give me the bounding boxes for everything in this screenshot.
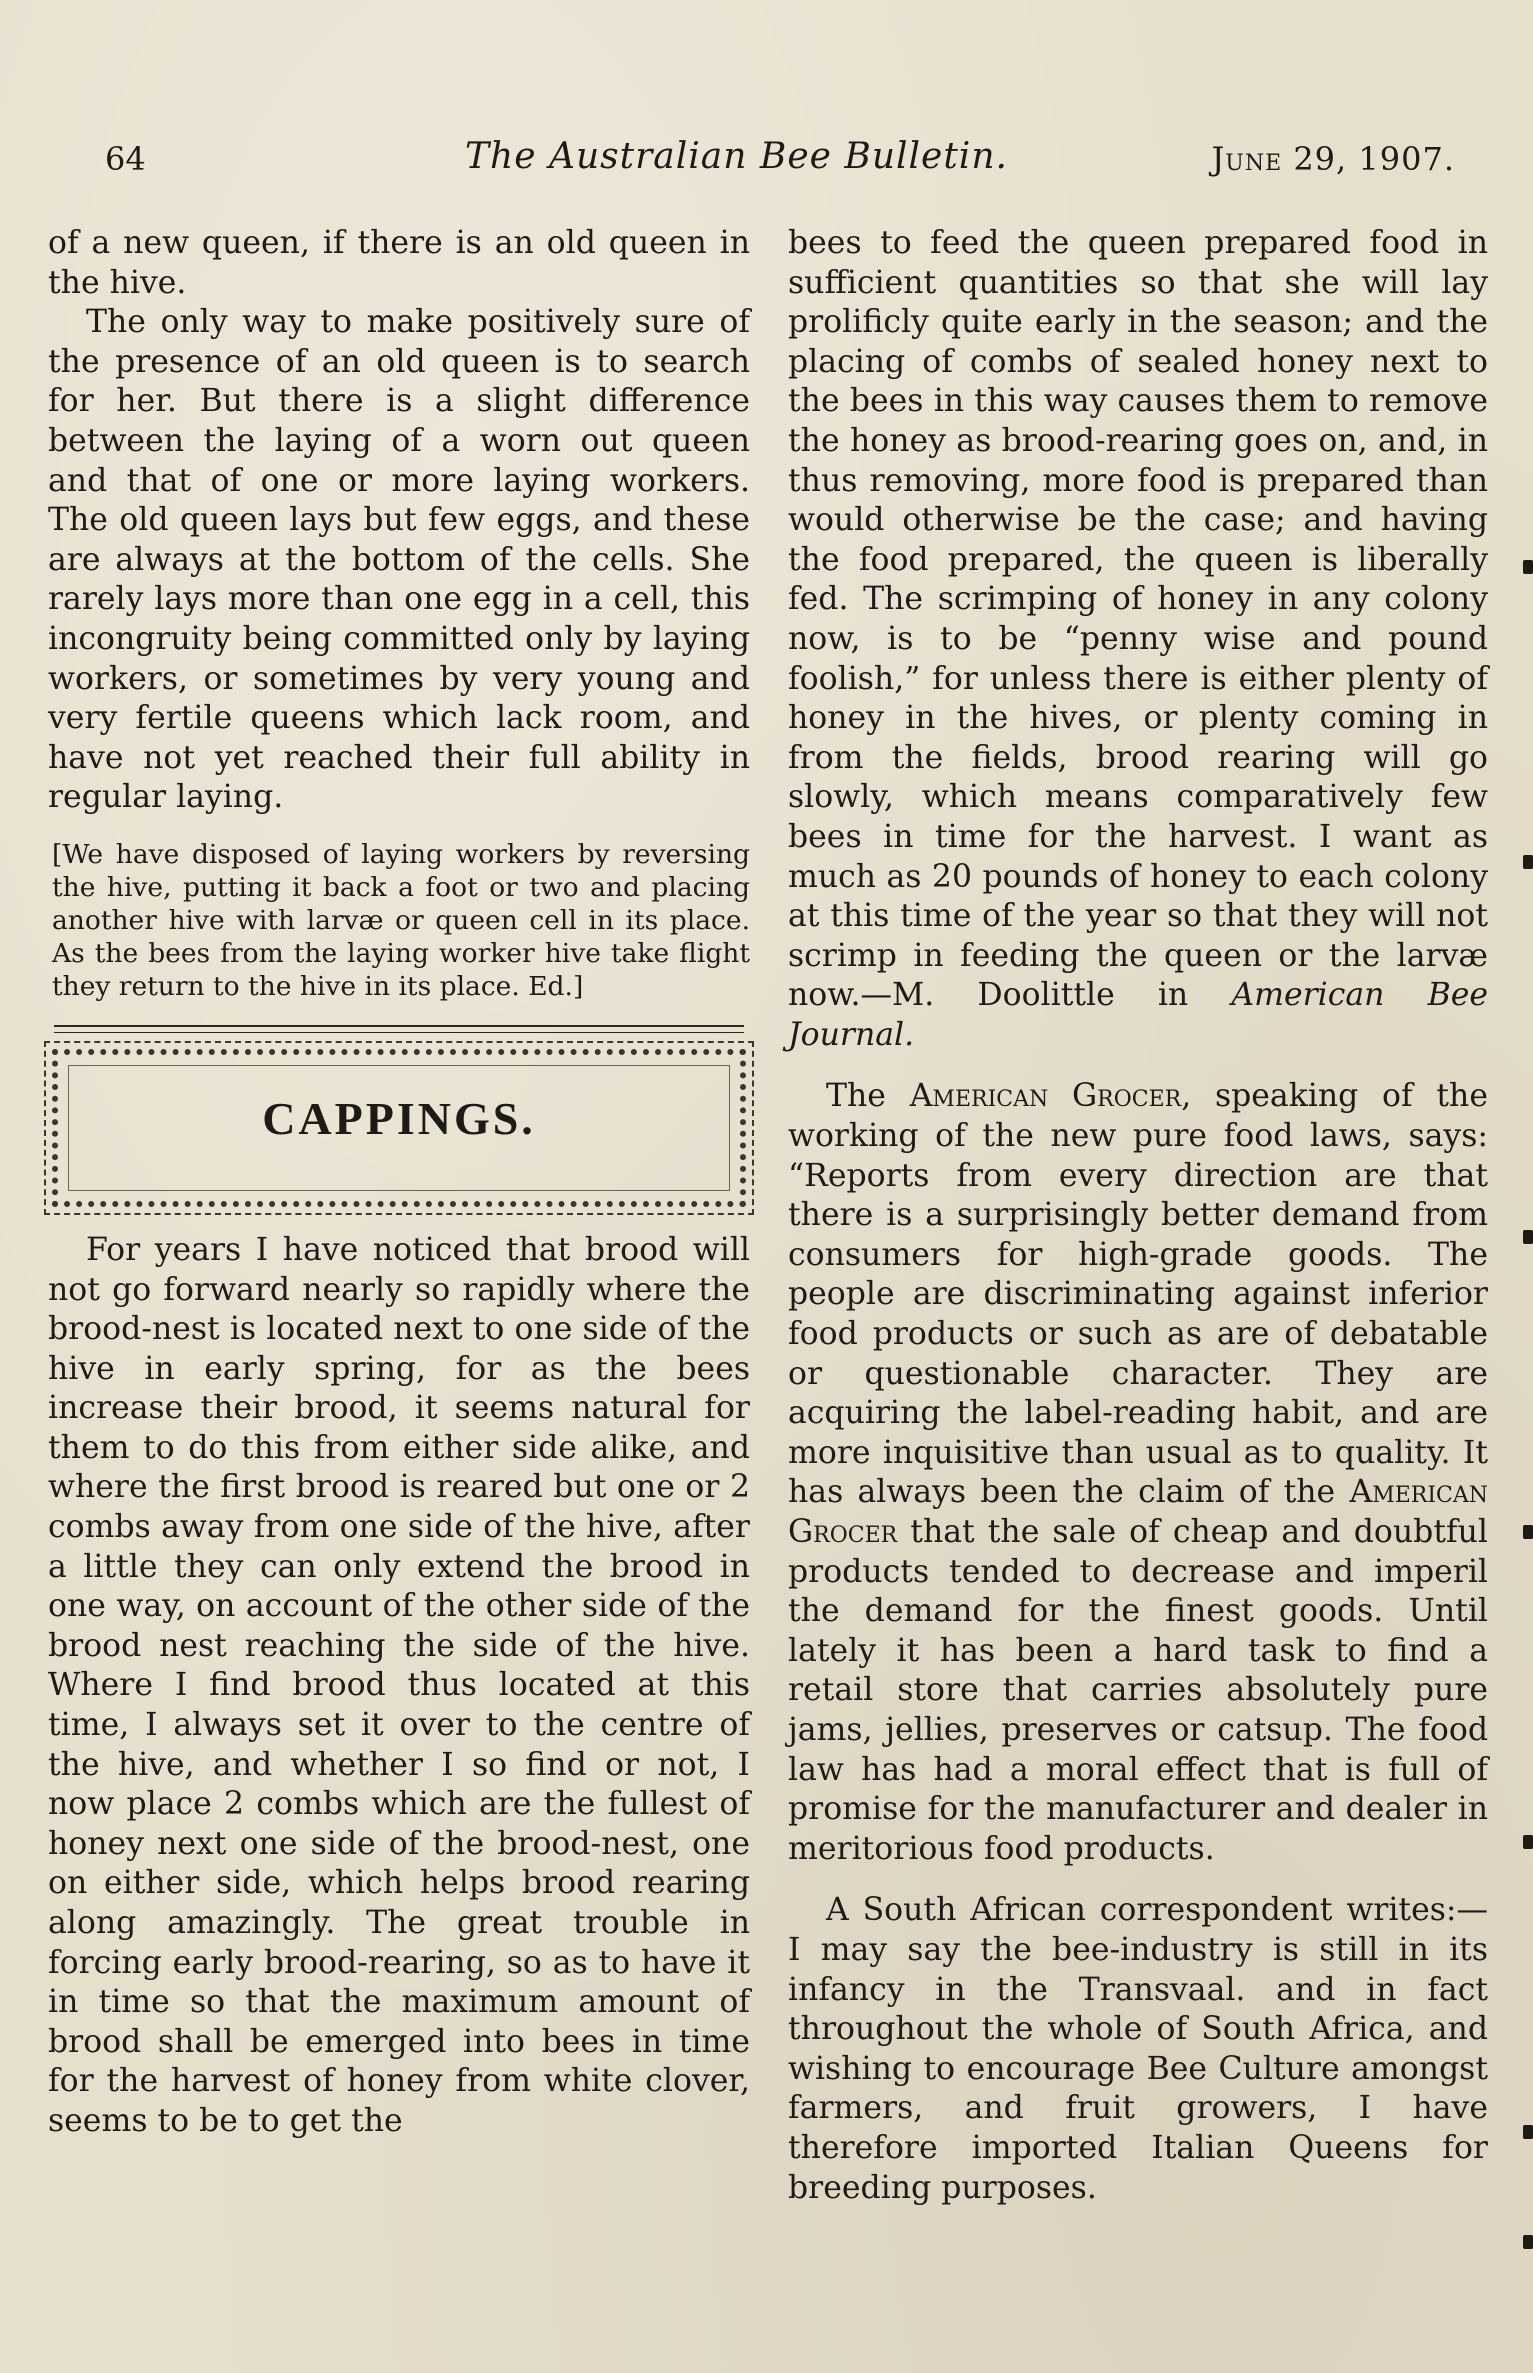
page-number: 64: [105, 140, 146, 178]
journal-title: The Australian Bee Bulletin.: [465, 136, 1008, 177]
page-edge-mark: [1523, 2125, 1533, 2139]
publication-name-repeat: American Grocer: [788, 1474, 1489, 1550]
right-paragraph-1-text: bees to feed the queen prepared food in sufficient quantities so that she will lay prolificly quite early in the season; and the placing of combs of sealed honey next to the bees in this way causes them to remove the honey as brood-rearing goes on, and, in thus removing, more food is prepared than would otherwise be the case; and having the food prepared, the queen is liberally fed. The scrimping of honey in any colony now, is to be “penny wise and pound foolish,” for unless there is either plenty of honey in the hives, or plenty coming in from the fields, brood rearing will go slowly, which means comparatively few bees in time for the harvest. I want as much as 20 pounds of honey to each colony at this time of the year so that they will not scrimp in feeding the queen or the larvæ now.—M. Doolittle in: [788, 225, 1488, 1014]
right-paragraph-3: A South African correspondent writes:— I may say the bee-industry is still in its infancy in the Transvaal. and in fact throughout the whole of South Africa, and wishing to encourage Bee Culture amongst farmers, and fruit growers, I have therefore imported Italian Queens for breeding purposes.: [788, 1892, 1488, 2206]
left-paragraph-2: The only way to make positively sure of the presence of an old queen is to search for her. But there is a slight difference between the laying of a worn out queen and that of one or more laying workers. The old queen lays but few eggs, and these are always at the bottom of the cells. She rarely lays more than one egg in a cell, this incongruity being committed only by laying workers, or sometimes by very young and very fertile queens which lack room, and have not yet reached their full ability in regular laying.: [48, 304, 750, 816]
publication-name: American Grocer: [909, 1078, 1182, 1115]
right-paragraph-1: [788, 224, 1488, 1055]
paragraph-gap-2: [788, 1869, 1488, 1891]
page-edge-mark: [1523, 855, 1533, 869]
right-paragraph-2-part-b: that the sale of cheap and doubtful products tended to decrease and imperil the demand for the finest goods. Until lately it has been a hard task to find a retail store that carries absolutely pure jams, jellies, preserves or catsup. The food law has had a moral effect that is full of promise for the manufacturer and dealer in meritorious food products.: [788, 1514, 1488, 1867]
left-column: [48, 224, 750, 2142]
left-paragraph-3: For years I have noticed that brood will not go forward nearly so rapidly where the brood-nest is located next to one side of the hive in early spring, for as the bees increase their brood, it seems natural for them to do this from either side alike, and where the first brood is reared but one or 2 combs away from one side of the hive, after a little they can only extend the brood in one way, on account of the other side of the brood nest reaching the side of the hive. Where I find brood thus located at this time, I always set it over to the centre of the hive, and whether I so find or not, I now place 2 combs which are the fullest of honey next one side of the brood-nest, one on either side, which helps brood rearing along amazingly. The great trouble in forcing early brood-rearing, so as to have it in time so that the maximum amount of brood shall be emerged into bees in time for the harvest of honey from white clover, seems to be to get the: [48, 1231, 750, 2139]
right-paragraph-2-lead: The: [826, 1078, 886, 1115]
issue-date: June 29, 1907.: [1211, 140, 1455, 178]
page-edge-mark: [1523, 560, 1533, 574]
section-divider: [54, 1025, 744, 1033]
right-paragraph-2: [788, 1077, 1488, 1869]
page-edge-mark: [1523, 1835, 1533, 1849]
source-citation: American Bee Journal.: [788, 977, 1489, 1053]
cappings-heading-box: [52, 1049, 746, 1207]
page-edge-mark: [1523, 1525, 1533, 1539]
page-edge-mark: [1523, 1230, 1533, 1244]
paragraph-gap: [788, 1055, 1488, 1077]
right-column: [788, 224, 1488, 2208]
page-edge-mark: [1523, 2235, 1533, 2249]
left-paragraph-1: of a new queen, if there is an old queen in the hive.: [48, 225, 750, 301]
page-header: [105, 136, 1455, 190]
right-paragraph-2-part-a: , speaking of the working of the new pure food laws, says: “Reports from every direction are that there is a surprisingly better demand from consumers for high-grade goods. The people are discriminating against inferior food products or such as are of debatable or questionable character. They are acquiring the label-reading habit, and are more inquisitive than usual as to quality. It has always been the claim of the: [788, 1078, 1488, 1511]
section-title: CAPPINGS.: [262, 1092, 536, 1144]
editor-note: [We have disposed of laying workers by reversing the hive, putting it back a foot or two and placing another hive with larvæ or queen cell in its place. As the bees from the laying worker hive take flight they return to the hive in its place. Ed.]: [52, 838, 750, 1002]
